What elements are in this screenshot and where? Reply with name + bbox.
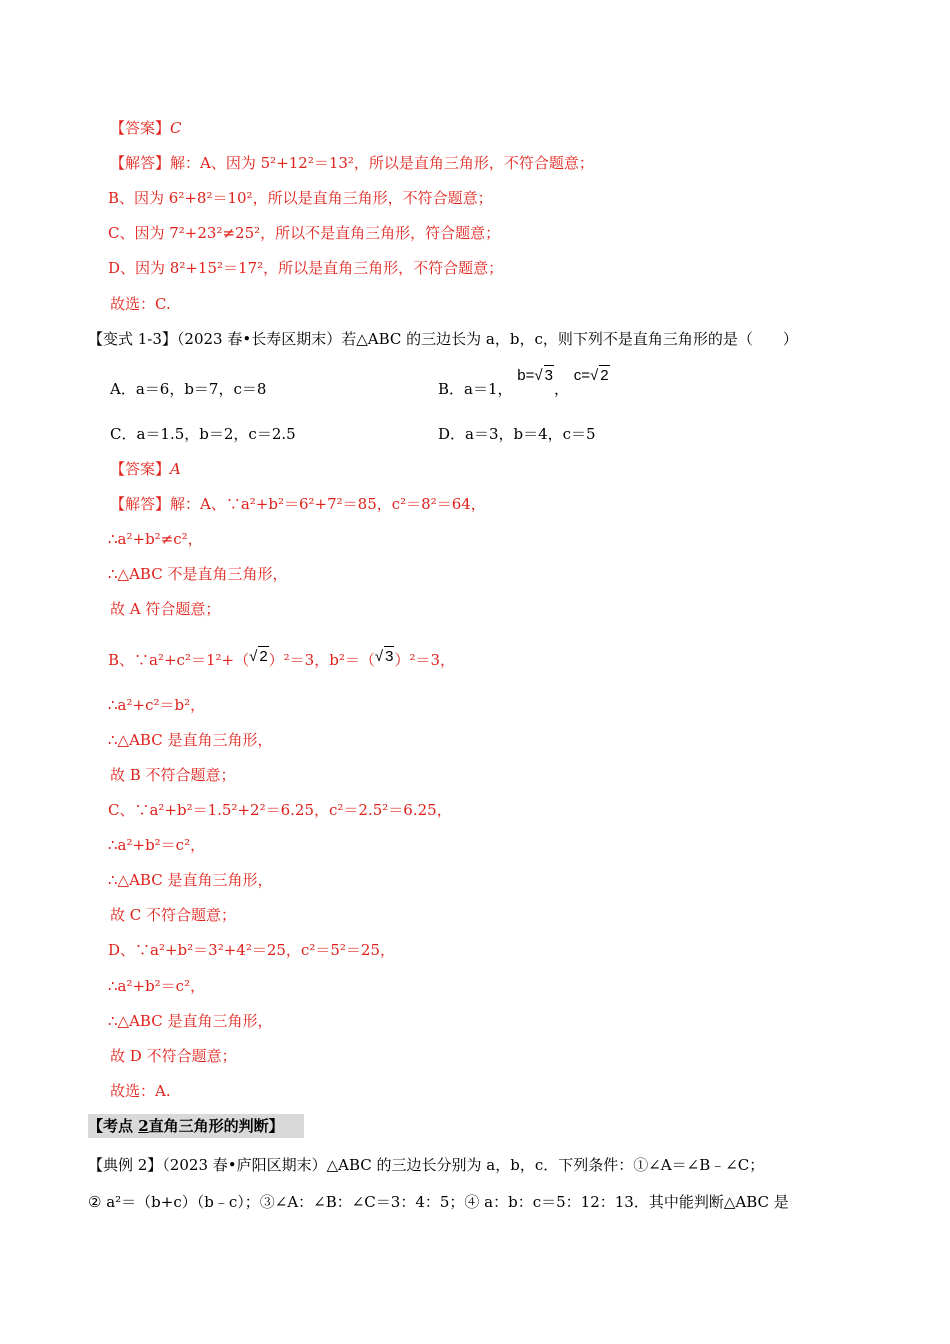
solution2-line-10: ∴a²+b²＝c²， bbox=[108, 836, 206, 854]
solution2-line-16: 故 D 不符合题意； bbox=[110, 1047, 237, 1065]
option-d: D．a＝3，b＝4，c＝5 bbox=[438, 425, 596, 443]
option-b-prefix: B．a＝1， bbox=[438, 380, 513, 398]
option-c: C．a＝1.5，b＝2，c＝2.5 bbox=[110, 425, 296, 443]
option-b-b-label: b= bbox=[517, 367, 535, 384]
answer-value: A bbox=[170, 460, 181, 478]
answer-line-2 bbox=[110, 459, 181, 479]
solution2-line-6: ∴a²+c²＝b²， bbox=[108, 696, 206, 714]
sqrt-2-radicand: 2 bbox=[259, 648, 268, 665]
solution2-line-8: 故 B 不符合题意； bbox=[110, 766, 236, 784]
solution2-line-15: ∴△ABC 是直角三角形， bbox=[108, 1012, 273, 1030]
sqrt-3-radicand: 3 bbox=[385, 648, 394, 665]
solution2-line-14: ∴a²+b²＝c²， bbox=[108, 977, 206, 995]
option-b-sep: ， bbox=[553, 380, 569, 398]
answer-label: 【答案】 bbox=[110, 460, 171, 478]
section-heading-title: 直角三角形的判断】 bbox=[148, 1117, 284, 1135]
solution2-line-13: D、∵a²+b²＝3²+4²＝25，c²＝5²＝25， bbox=[108, 941, 395, 959]
solution2-line-1: 【解答】解：A、∵a²+b²＝6²+7²＝85，c²＝8²＝64， bbox=[110, 495, 486, 513]
solution2-line-2: ∴a²+b²≠c²， bbox=[108, 530, 203, 548]
option-b-b-radicand: 3 bbox=[544, 367, 553, 384]
solution1-line-3: C、因为 7²+23²≠25²，所以不是直角三角形，符合题意； bbox=[108, 224, 501, 242]
answer-value: C bbox=[170, 119, 182, 137]
solution2-line-11: ∴△ABC 是直角三角形， bbox=[108, 871, 273, 889]
sqrt-3: √ 3 bbox=[374, 648, 394, 665]
option-b-c-label: c= bbox=[573, 367, 591, 384]
question-stem: 【变式 1-3】（2023 春•长寿区期末）若△ABC 的三边长为 a，b，c，则下列不是直角三角形的是（ ） bbox=[88, 330, 798, 348]
section-heading-prefix: 【考点 bbox=[88, 1117, 139, 1135]
section-heading-num: 2 bbox=[138, 1117, 149, 1135]
solution2-line-5-a: B、∵a²+c²＝1²+（ bbox=[108, 651, 250, 669]
option-a: A．a＝6，b＝7，c＝8 bbox=[110, 380, 267, 398]
solution1-line-1: 【解答】解：A、因为 5²+12²＝13²，所以是直角三角形，不符合题意； bbox=[110, 154, 594, 172]
section-heading bbox=[88, 1116, 284, 1136]
sqrt-2: √ 2 bbox=[249, 648, 268, 665]
solution2-line-5-b: ）²＝3，b²＝（ bbox=[268, 651, 375, 669]
solution2-line-5-c: ）²＝3， bbox=[394, 651, 455, 669]
solution2-line-4: 故 A 符合题意； bbox=[110, 600, 221, 618]
solution1-line-4: D、因为 8²+15²＝17²，所以是直角三角形，不符合题意； bbox=[108, 259, 504, 277]
solution2-line-12: 故 C 不符合题意； bbox=[110, 906, 237, 924]
solution2-line-5 bbox=[108, 650, 455, 671]
option-b-c-radicand: 2 bbox=[600, 367, 609, 384]
option-b-b-value: b=√ 3 bbox=[517, 367, 553, 384]
solution2-line-3: ∴△ABC 不是直角三角形， bbox=[108, 565, 288, 583]
solution1-line-2: B、因为 6²+8²＝10²，所以是直角三角形，不符合题意； bbox=[108, 189, 493, 207]
option-b-c-value: c=√ 2 bbox=[573, 367, 609, 384]
answer-line-1 bbox=[110, 118, 182, 138]
option-b bbox=[438, 367, 610, 400]
solution2-line-7: ∴△ABC 是直角三角形， bbox=[108, 731, 273, 749]
solution2-line-17: 故选：A. bbox=[110, 1082, 171, 1100]
solution1-line-5: 故选：C. bbox=[110, 295, 171, 313]
example-line-2: ② a²＝（b+c）（b﹣c）；③∠A：∠B：∠C＝3：4：5；④ a：b：c＝5：12：13．其中能判断△ABC 是 bbox=[88, 1193, 789, 1211]
solution2-line-9: C、∵a²+b²＝1.5²+2²＝6.25，c²＝2.5²＝6.25， bbox=[108, 801, 452, 819]
answer-label: 【答案】 bbox=[110, 119, 171, 137]
example-line-1: 【典例 2】（2023 春•庐阳区期末）△ABC 的三边长分别为 a，b，c．下列条件：①∠A＝∠B﹣∠C； bbox=[88, 1156, 765, 1174]
